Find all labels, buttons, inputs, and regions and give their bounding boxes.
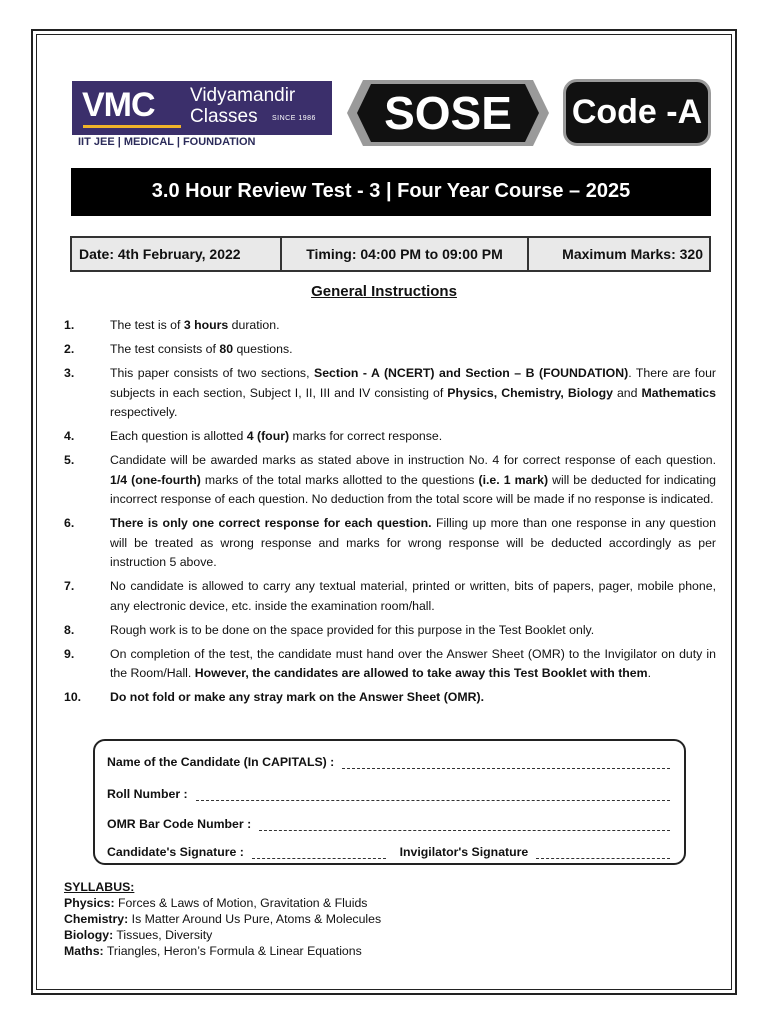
- instruction-plain-text: Rough work is to be done on the space provided for this purpose in the Test Booklet only.: [110, 622, 595, 637]
- instruction-bold-text: Section - A (NCERT) and Section – B (FOUNDATION): [314, 366, 629, 380]
- instruction-bold-text: (i.e. 1 mark): [478, 472, 549, 487]
- instruction-text: [110, 514, 716, 573]
- syllabus-subject: Maths:: [64, 944, 104, 958]
- instruction-plain-text: and: [612, 385, 642, 400]
- subject-badge: [347, 80, 549, 146]
- test-date: Date: 4th February, 2022: [72, 238, 282, 270]
- instruction-plain-text: . There are four subjects in each section, Subject I, II, III and IV consisting of: [110, 366, 716, 400]
- instruction-text: [110, 688, 716, 708]
- syllabus-topics: Forces & Laws of Motion, Gravitation & Fluids: [114, 896, 368, 910]
- instruction-plain-text: The test consists of: [110, 342, 220, 356]
- instruction-number: 9.: [64, 646, 75, 661]
- syllabus-subject: Chemistry:: [64, 912, 129, 926]
- test-info-bar: [70, 236, 711, 272]
- candidate-name-field: [342, 759, 670, 769]
- instruction-plain-text: will be deducted for indicating incorrect response of each question. No deduction from the total score will be made if no response is indicated.: [110, 472, 717, 506]
- candidate-signature-field: [252, 849, 386, 859]
- instruction-number: 6.: [64, 516, 75, 530]
- omr-code-field: [259, 821, 670, 831]
- instruction-bold-text: Do not fold or make any stray mark on the Answer Sheet (OMR).: [110, 690, 484, 704]
- instruction-text: [110, 621, 716, 641]
- candidate-name-row: [107, 755, 670, 769]
- instruction-text: [110, 316, 716, 336]
- instruction-text: [110, 364, 716, 423]
- instruction-number: 3.: [64, 366, 75, 380]
- instructions-heading: General Instructions: [311, 283, 457, 300]
- instruction-item: [64, 364, 716, 423]
- subject-name: SOSE: [384, 87, 512, 139]
- instruction-item: [64, 316, 716, 336]
- instruction-number: 2.: [64, 342, 75, 356]
- instruction-plain-text: marks for correct response.: [289, 429, 443, 443]
- instruction-item: [64, 340, 716, 360]
- instruction-item: [64, 514, 716, 573]
- instruction-item: [64, 645, 716, 684]
- instruction-plain-text: On completion of the test, the candidate must hand over the Answer Sheet (OMR) to the Invigilator on duty in the Room/Hall.: [110, 646, 716, 680]
- instruction-text: [110, 577, 716, 616]
- instruction-text: [110, 340, 716, 360]
- logo-name-line1: Vidyamandir: [190, 85, 296, 106]
- instruction-number: 10.: [64, 690, 82, 704]
- roll-number-label: Roll Number :: [107, 787, 188, 801]
- syllabus-topics: Tissues, Diversity: [113, 928, 213, 942]
- instruction-bold-text: 4 (four): [246, 429, 290, 443]
- syllabus-row: [64, 927, 381, 943]
- logo-since: SINCE 1986: [272, 115, 316, 122]
- invigilator-signature-label: Invigilator's Signature: [399, 845, 529, 859]
- syllabus-topics: Triangles, Heron’s Formula & Linear Equations: [103, 944, 362, 958]
- instruction-plain-text: The test is of: [110, 318, 184, 332]
- instruction-plain-text: No candidate is allowed to carry any textual material, printed or written, bits of papers, pager, mobile phone, any electronic device, etc. inside the examination room/hall.: [110, 579, 716, 613]
- syllabus-section: [64, 879, 381, 959]
- instruction-item: [64, 621, 716, 641]
- instruction-bold-text: Physics, Chemistry, Biology: [447, 385, 613, 400]
- instruction-item: [64, 451, 716, 510]
- instruction-bold-text: 1/4 (one-fourth): [110, 472, 201, 487]
- logo-accent-bar: [83, 125, 181, 128]
- instruction-bold-text: 80: [219, 342, 234, 356]
- candidate-details-box: [93, 739, 686, 865]
- instructions-list: [64, 316, 716, 712]
- candidate-signature-label: Candidate's Signature :: [107, 845, 244, 859]
- syllabus-row: [64, 911, 381, 927]
- instruction-plain-text: duration.: [228, 318, 280, 332]
- instruction-plain-text: This paper consists of two sections,: [110, 366, 314, 380]
- syllabus-subject: Physics:: [64, 896, 115, 910]
- syllabus-row: [64, 895, 381, 911]
- instruction-number: 1.: [64, 318, 75, 332]
- instruction-bold-text: 3 hours: [183, 318, 229, 332]
- omr-code-label: OMR Bar Code Number :: [107, 817, 252, 831]
- instruction-number: 7.: [64, 579, 75, 593]
- instruction-bold-text: There is only one correct response for each question.: [110, 516, 432, 530]
- paper-code: Code -A: [563, 79, 711, 146]
- syllabus-row: [64, 943, 381, 959]
- logo-vmc-text: VMC: [82, 86, 155, 124]
- instruction-plain-text: respectively.: [110, 405, 178, 419]
- roll-number-field: [196, 791, 670, 801]
- instruction-number: 5.: [64, 453, 75, 467]
- instruction-plain-text: marks of the total marks allotted to the questions: [200, 472, 479, 487]
- instruction-item: [64, 577, 716, 616]
- omr-code-row: [107, 817, 670, 831]
- instruction-bold-text: Mathematics: [641, 385, 716, 400]
- instruction-number: 4.: [64, 429, 75, 443]
- maximum-marks: Maximum Marks: 320: [527, 238, 709, 270]
- candidate-name-label: Name of the Candidate (In CAPITALS) :: [107, 755, 335, 769]
- instruction-plain-text: .: [647, 666, 652, 680]
- invigilator-signature-field: [536, 849, 670, 859]
- logo-name-line2: Classes: [190, 106, 258, 127]
- instruction-text: [110, 427, 716, 447]
- test-timing: Timing: 04:00 PM to 09:00 PM: [282, 238, 527, 270]
- roll-number-row: [107, 787, 670, 801]
- syllabus-subject: Biology:: [64, 928, 114, 942]
- instruction-bold-text: However, the candidates are allowed to take away this Test Booklet with them: [194, 666, 648, 680]
- instruction-plain-text: Each question is allotted: [110, 429, 247, 443]
- logo-tagline: IIT JEE | MEDICAL | FOUNDATION: [78, 136, 256, 148]
- test-title: 3.0 Hour Review Test - 3 | Four Year Course – 2025: [71, 168, 711, 216]
- instruction-plain-text: questions.: [233, 342, 293, 356]
- vmc-logo: [72, 81, 332, 135]
- instruction-item: [64, 427, 716, 447]
- instruction-text: [110, 451, 716, 510]
- instruction-text: [110, 645, 716, 684]
- signature-row: [107, 845, 670, 859]
- instruction-item: [64, 688, 716, 708]
- syllabus-heading: SYLLABUS:: [64, 880, 135, 894]
- syllabus-topics: Is Matter Around Us Pure, Atoms & Molecules: [128, 912, 382, 926]
- instruction-plain-text: Filling up more than one response in any question will be treated as wrong response and marks for wrong response will be deducted accordingly as per instruction 5 above.: [110, 516, 716, 569]
- instruction-plain-text: Candidate will be awarded marks as stated above in instruction No. 4 for correct response of each question.: [110, 453, 716, 467]
- instruction-number: 8.: [64, 622, 75, 637]
